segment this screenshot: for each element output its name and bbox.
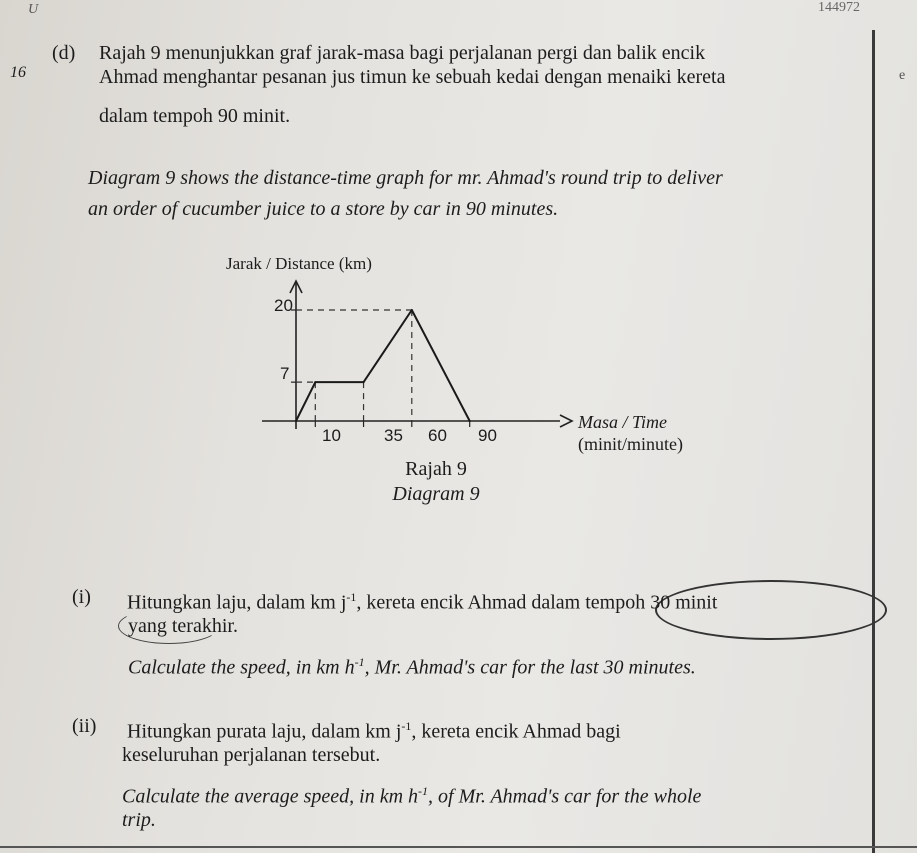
corner-mark-left: U [28, 2, 39, 17]
y-tick-7: 7 [280, 364, 290, 383]
y-axis-label: Jarak / Distance (km) [226, 254, 372, 273]
journey-segment-3 [364, 310, 412, 382]
part-i-label: (i) [72, 586, 91, 608]
x-tick-10: 10 [322, 426, 341, 445]
malay-line-1: Rajah 9 menunjukkan graf jarak-masa bagi perjalanan pergi dan balik encik [99, 42, 706, 64]
question-label: (d) [52, 42, 76, 64]
part-ii-english-line-1: Calculate the average speed, in km $h^{-1}$, of Mr. Ahmad's car for the whole [122, 784, 702, 808]
malay-line-2: Ahmad menghantar pesanan jus timun ke sebuah kedai dengan menaiki kereta [99, 66, 726, 88]
part-ii-label: (ii) [72, 715, 97, 737]
x-tick-90: 90 [478, 426, 497, 445]
part-i-malay-line-1: Hitungkan laju, dalam km $j^{-1}$, kereta encik Ahmad dalam tempoh 30 minit [127, 590, 718, 614]
page-number: 16 [10, 64, 26, 81]
part-ii-english-line-2: trip. [122, 809, 156, 831]
bottom-border [0, 846, 917, 848]
part-i-english: Calculate the speed, in km $h^{-1}$, Mr. Ahmad's car for the last 30 minutes. [128, 655, 696, 679]
malay-line-3: dalam tempoh 90 minit. [99, 105, 291, 127]
x-axis-label-1: Masa / Time [578, 412, 668, 432]
part-ii-malay-line-1: Hitungkan purata laju, dalam km $j^{-1}$, kereta encik Ahmad bagi [127, 719, 621, 743]
y-tick-20: 20 [274, 296, 293, 315]
x-axis-label-2: (minit/minute) [578, 434, 683, 454]
caption-english: Diagram 9 [392, 483, 480, 505]
x-tick-60: 60 [428, 426, 447, 445]
x-tick-35: 35 [384, 426, 403, 445]
x-axis-arrow [560, 415, 572, 427]
graph-lines [262, 281, 572, 429]
part-ii-malay-line-2: keseluruhan perjalanan tersebut. [122, 744, 381, 766]
english-line-1: Diagram 9 shows the distance-time graph for mr. Ahmad's round trip to deliver [88, 167, 723, 189]
english-line-2: an order of cucumber juice to a store by car in 90 minutes. [88, 198, 559, 220]
margin-mark: e [899, 68, 906, 83]
caption-malay: Rajah 9 [405, 458, 467, 480]
journey-segment-4 [412, 310, 470, 421]
part-i-malay-line-2: yang terakhir. [128, 615, 238, 637]
journey-segment-1 [296, 382, 315, 421]
corner-mark-right: 144972 [818, 0, 860, 15]
